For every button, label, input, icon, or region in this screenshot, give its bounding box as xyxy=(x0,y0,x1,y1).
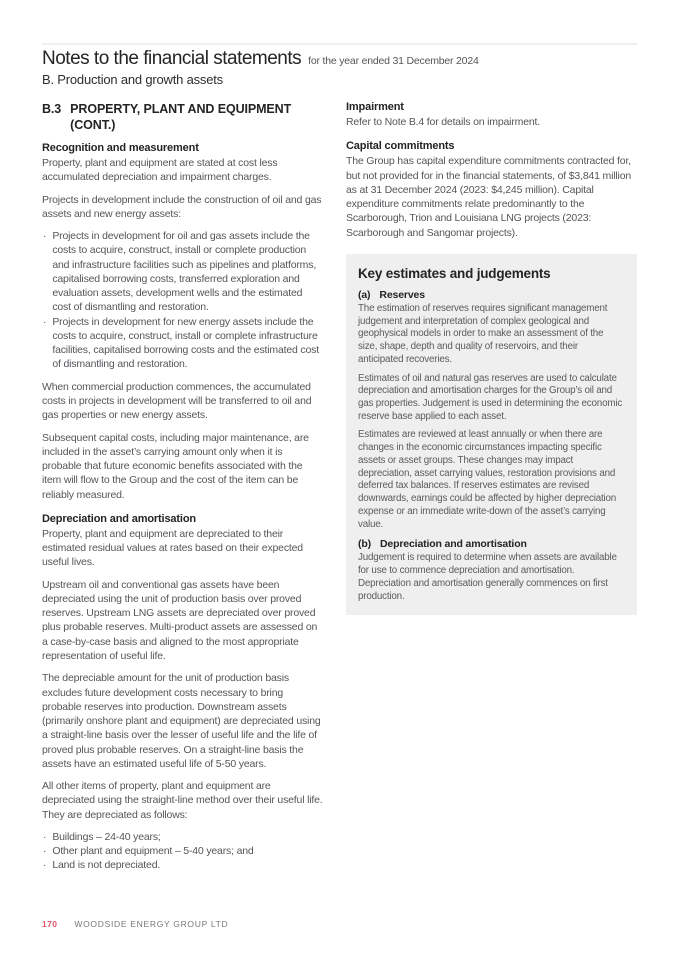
list-item-text: Projects in development for new energy assets include the costs to acquire, construct, install or complete infrastructure facilities, capitalised borrowing costs and the estimated cost of dismantling and restoration. xyxy=(52,315,319,371)
page-footer xyxy=(42,919,228,929)
page-number: 170 xyxy=(42,919,58,929)
section-title: B. Production and growth assets xyxy=(42,72,223,87)
paragraph: Property, plant and equipment are stated at cost less accumulated depreciation and impairment charges. xyxy=(42,157,278,184)
paragraph: Property, plant and equipment are depreciated to their estimated residual values at rates based on their expected useful lives. xyxy=(42,527,303,569)
section-heading-impairment: Impairment xyxy=(346,101,404,113)
key-item-label: (a) xyxy=(358,288,371,301)
paragraph: Judgement is required to determine when assets are available for use to commence depreciation and amortisation. Depreciation and amortisation generally commences on first production. xyxy=(358,552,617,602)
note-title: PROPERTY, PLANT AND EQUIPMENT (CONT.) xyxy=(70,102,292,132)
note-number: B.3 xyxy=(42,102,62,116)
bullet-icon: · xyxy=(43,845,47,858)
key-item-label: (b) xyxy=(358,538,371,551)
bullet-icon: · xyxy=(43,830,47,843)
title-row xyxy=(42,48,637,70)
paragraph: When commercial production commences, the accumulated costs in projects in development will be transferred to oil and gas properties or new energy assets. xyxy=(42,380,312,422)
paragraph: All other items of property, plant and equipment are depreciated using the straight-line method over their useful life. They are depreciated as follows: xyxy=(42,780,323,821)
paragraph: Estimates are reviewed at least annually or when there are changes in the economic circumstances impacting specific assets or asset groups. These changes may impact depreciation, asset carrying values, restoration provisions and deferred tax balances. If reserves estimates are revised downwards, earnings could be affected by higher depreciation expense or an immediate write-down of the asset’s carrying value. xyxy=(358,429,617,530)
key-box-title: Key estimates and judgements xyxy=(358,265,551,281)
right-column xyxy=(346,101,637,615)
section-heading-recognition: Recognition and measurement xyxy=(42,142,199,154)
paragraph: Subsequent capital costs, including major maintenance, are included in the asset’s carrying amount only when it is probable that future economic benefits associated with the item will flow to the Group and the cost of the item can be reliably measured. xyxy=(42,431,309,501)
page-header xyxy=(42,48,637,87)
paragraph: The depreciable amount for the unit of production basis excludes future development costs necessary to bring probable reserves into production. Downstream assets (primarily onshore plant and equipment) are depreciated using a straight-line basis over the lesser of useful life and the life of proved plus probable reserves. On a straight-line basis the assets have an estimated useful life of 5-50 years. xyxy=(42,672,321,770)
bullet-icon: · xyxy=(43,315,47,328)
section-heading-capital-commitments: Capital commitments xyxy=(346,140,455,153)
list-item-text: Other plant and equipment – 5-40 years; and xyxy=(52,845,254,858)
list-item xyxy=(42,229,323,315)
header-rule xyxy=(42,43,637,45)
note-heading xyxy=(42,101,323,133)
list-item xyxy=(42,315,323,372)
list-item-text: Projects in development for oil and gas assets include the costs to acquire, construct, install or complete production and infrastructure facilities such as pipelines and platforms, capitalised borrowing costs, transferred exploration and evaluation assets, development wells and the estimated cost of dismantling and restoration. xyxy=(52,230,317,314)
paragraph: Estimates of oil and natural gas reserves are used to calculate depreciation and amortisation charges for the Group’s oil and gas properties. Judgement is used in determining the economic reserve base applied to each asset. xyxy=(358,372,623,422)
key-item-heading-depreciation xyxy=(358,538,625,550)
paragraph: Refer to Note B.4 for details on impairment. xyxy=(346,116,541,128)
section-heading-depreciation: Depreciation and amortisation xyxy=(42,512,196,525)
key-item-title: Depreciation and amortisation xyxy=(379,538,527,551)
key-item-title: Reserves xyxy=(379,288,425,301)
bullet-icon: · xyxy=(43,859,47,872)
page-title: Notes to the financial statements xyxy=(42,48,302,69)
bullet-icon: · xyxy=(43,230,47,243)
key-item-heading-reserves xyxy=(358,289,625,301)
list-item-text: Land is not depreciated. xyxy=(52,859,161,872)
paragraph: The estimation of reserves requires significant management judgement and interpretation of complex geological and geophysical models in order to make an assessment of the size, shape, depth and quality of reservoirs, and their anticipated recoveries. xyxy=(358,302,608,365)
page-subtitle: for the year ended 31 December 2024 xyxy=(308,55,479,67)
company-name: WOODSIDE ENERGY GROUP LTD xyxy=(74,919,229,929)
paragraph: The Group has capital expenditure commitments contracted for, but not provided for in the financial statements, of $3,841 million as at 31 December 2024 (2023: $4,245 million). Capital expenditure commitments relate predominantly to the Scarborough, Trion and Louisiana LNG projects (2023: Scarborough and Sangomar projects). xyxy=(346,155,632,239)
bullet-list xyxy=(42,229,323,372)
paragraph: Projects in development include the construction of oil and gas assets and new energy assets: xyxy=(42,193,322,220)
key-estimates-box xyxy=(346,254,637,615)
left-column xyxy=(42,101,323,881)
list-item xyxy=(42,844,323,858)
list-item xyxy=(42,830,323,844)
bullet-list xyxy=(42,830,323,873)
list-item-text: Buildings – 24-40 years; xyxy=(52,830,161,843)
list-item xyxy=(42,858,323,872)
paragraph: Upstream oil and conventional gas assets have been depreciated using the unit of production basis over proved reserves. Upstream LNG assets are depreciated over proved plus probable reserves. Multi-product assets are assessed on a case-by-case basis and aligned to the most appropriate representation of useful life. xyxy=(42,578,318,662)
